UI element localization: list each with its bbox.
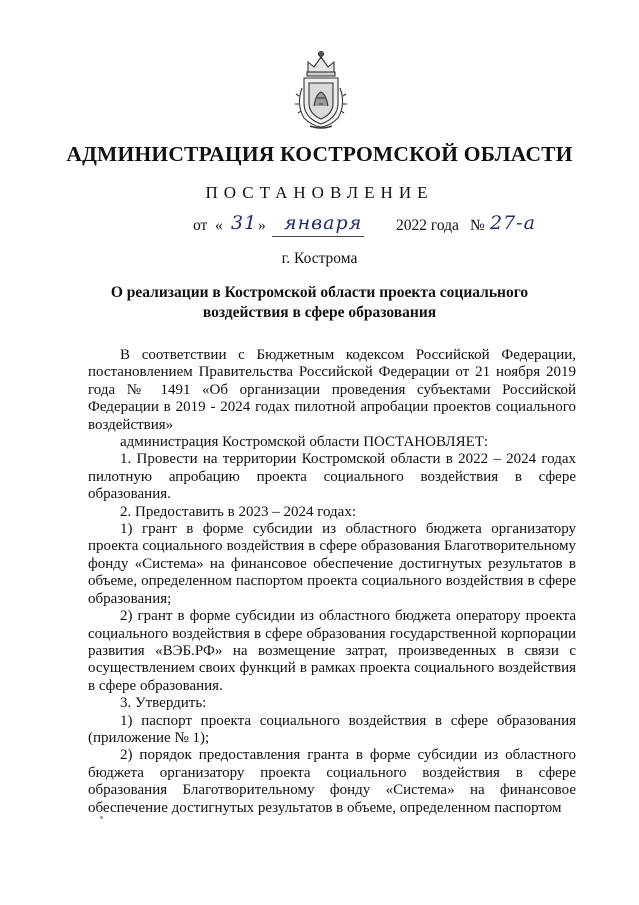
item-2-2-paragraph: 2) грант в форме субсидии из областного бюджета оператору проекта социального воздействия в сфере образования государственной корпорации развития «ВЭБ.РФ» на возмещение затрат, произведенных в связи с осуществлением своих функций в рамках проекта социального воздействия в сфере образования. <box>88 608 576 694</box>
document-type: ПОСТАНОВЛЕНИЕ <box>205 183 434 202</box>
quote-close: » <box>258 217 266 234</box>
subject-line-1: О реализации в Костромской области проекта социального <box>110 284 529 301</box>
document-body <box>88 347 576 817</box>
item-3-2-paragraph: 2) порядок предоставления гранта в форме субсидии из областного бюджета организатору проекта социального воздействия в сфере образования Благотворительному фонду «Система» на финансовое обеспечение достигнутых результатов в объеме, определенном паспортом <box>88 747 576 816</box>
item-2-paragraph: 2. Предоставить в 2023 – 2024 годах: <box>120 503 356 520</box>
document-number: 27-а <box>490 212 536 234</box>
date-day: 31 <box>231 212 258 234</box>
scan-speck <box>100 816 103 819</box>
item-3-paragraph: 3. Утвердить: <box>120 695 207 712</box>
coat-of-arms-emblem <box>290 48 352 130</box>
city-line: г. Кострома <box>281 250 358 267</box>
organization-title: АДМИНИСТРАЦИЯ КОСТРОМСКОЙ ОБЛАСТИ <box>66 142 573 166</box>
number-sign: № <box>470 217 485 234</box>
date-year: 2022 года <box>396 217 459 234</box>
item-2-1-paragraph: 1) грант в форме субсидии из областного бюджета организатору проекта социального воздействия в сфере образования Благотворительному фонду «Система» на финансовое обеспечение достигнутых результатов в объеме, определенном паспортом проекта социального воздействия в сфере образования; <box>88 521 576 607</box>
subject-line-2: воздействия в сфере образования <box>202 304 437 321</box>
item-3-1-paragraph: 1) паспорт проекта социального воздействия в сфере образования (приложение № 1); <box>88 712 576 746</box>
resolves-paragraph: администрация Костромской области ПОСТАНОВЛЯЕТ: <box>120 434 489 451</box>
quote-open: « <box>215 217 223 234</box>
date-month-underline <box>272 236 364 237</box>
date-prefix: от <box>193 217 208 234</box>
date-number-line <box>0 214 639 240</box>
subject-heading <box>0 283 639 323</box>
date-month: января <box>284 212 363 234</box>
item-1-paragraph: 1. Провести на территории Костромской области в 2022 – 2024 годах пилотную апробацию проекта социального воздействия в сфере образования. <box>88 451 576 503</box>
preamble-paragraph: В соответствии с Бюджетным кодексом Российской Федерации, постановлением Правительства Российской Федерации от 21 ноября 2019 года № 1491 «Об организации проведения субъектами Российской Федерации в 2019 - 2024 годах пилотной апробации проектов социального воздействия» <box>88 347 576 433</box>
